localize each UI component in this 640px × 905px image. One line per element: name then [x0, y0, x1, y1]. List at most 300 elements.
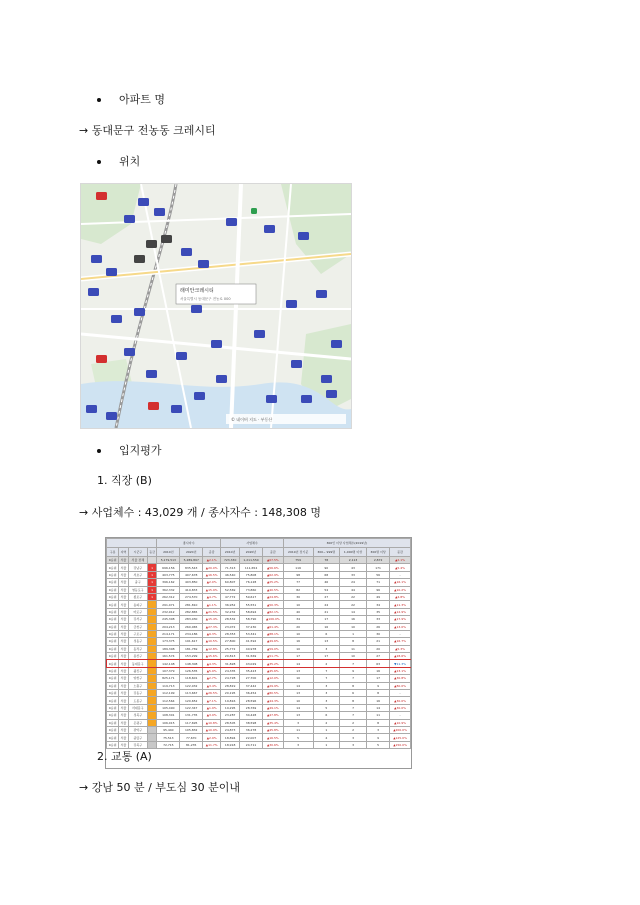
table-cell: 0순위: [107, 653, 119, 660]
table-cell: [147, 741, 157, 748]
apartment-marker-icon: [176, 352, 187, 360]
bullet-evaluation: [97, 444, 162, 458]
table-cell: 108,301: [157, 712, 180, 719]
table-cell: 282,865: [180, 608, 203, 615]
table-cell: 16: [367, 697, 390, 704]
table-column-header: 지역: [119, 548, 129, 557]
table-cell: 8: [367, 690, 390, 697]
table-row: [107, 608, 411, 615]
table-cell: ▲12.9%: [390, 608, 411, 615]
table-cell: ▲2.0%: [203, 579, 221, 586]
table-cell: 2: [340, 719, 367, 726]
bullet-location: [97, 155, 140, 169]
table-cell: 2: [313, 660, 339, 667]
table-row: [107, 690, 411, 697]
table-cell: 0순위: [107, 564, 119, 571]
table-cell: 75,808: [240, 571, 263, 578]
table-cell: ▲61.4%: [262, 623, 283, 630]
table-cell: 1: [147, 571, 157, 578]
table-cell: ▲16.1%: [390, 579, 411, 586]
table-cell: 17: [367, 675, 390, 682]
table-cell: 10: [283, 630, 313, 637]
table-cell: 용산구: [128, 653, 147, 660]
table-cell: ▲106.0%: [262, 616, 283, 623]
table-cell: [147, 704, 157, 711]
table-cell: [147, 660, 157, 667]
table-cell: 서울: [120, 698, 127, 703]
table-cell: 강서구: [128, 616, 147, 623]
table-cell: 11: [367, 712, 390, 719]
table-cell: 24: [340, 579, 367, 586]
table-cell: 10: [283, 675, 313, 682]
table-cell: 260,065: [180, 623, 203, 630]
table-cell: ▲35.2%: [262, 660, 283, 667]
table-cell: [147, 675, 157, 682]
table-cell: 광진구: [128, 667, 147, 674]
table-cell: 서초구: [128, 571, 147, 578]
table-cell: 16: [283, 638, 313, 645]
table-cell: 1: [147, 593, 157, 600]
table-cell: ▲4.8%: [390, 593, 411, 600]
table-cell: 7: [313, 667, 339, 674]
table-cell: 33: [340, 571, 367, 578]
table-cell: 161,574: [157, 653, 180, 660]
apartment-marker-icon: [321, 375, 332, 383]
table-row: [107, 660, 411, 667]
table-cell: -: [390, 712, 411, 719]
table-cell: 78: [313, 557, 339, 564]
table-cell: 0순위: [107, 734, 119, 741]
table-cell: 90: [313, 564, 339, 571]
table-cell: 759: [283, 557, 313, 564]
table-cell: 24,728: [221, 675, 240, 682]
table-cell: 60,807: [221, 579, 240, 586]
table-cell: 54: [313, 586, 339, 593]
table-cell: 5,179,513: [157, 557, 180, 564]
table-cell: 191,617: [180, 638, 203, 645]
table-cell: 10: [283, 645, 313, 652]
table-cell: 10: [283, 697, 313, 704]
table-cell: 126,535: [180, 667, 203, 674]
table-cell: 서울: [120, 728, 127, 733]
table-cell: [147, 697, 157, 704]
table-header-row: [107, 548, 411, 557]
table-cell: ▲27.3%: [203, 623, 221, 630]
table-cell: 403,775: [157, 571, 180, 578]
table-cell: ▲80.5%: [262, 690, 283, 697]
table-cell: 0순위: [107, 704, 119, 711]
table-cell: ▲25.2%: [262, 579, 283, 586]
apartment-marker-icon: [211, 340, 222, 348]
table-column-header: 구분: [107, 548, 119, 557]
table-cell: ▲12.8%: [203, 645, 221, 652]
table-cell: 은평구: [128, 719, 147, 726]
apartment-marker-icon: [134, 308, 145, 316]
table-row: [107, 675, 411, 682]
table-cell: 5: [283, 734, 313, 741]
table-cell: 0순위: [107, 726, 119, 733]
table-cell: 31,569: [240, 653, 263, 660]
table-cell: 서울: [120, 572, 127, 577]
workplace-stats-table: [105, 537, 412, 769]
table-cell: 1: [313, 741, 339, 748]
table-cell: 32,232: [221, 608, 240, 615]
table-cell: 서울: [120, 565, 127, 570]
table-cell: 도봉구: [128, 697, 147, 704]
table-cell: 11: [340, 645, 367, 652]
apartment-marker-icon: [316, 290, 327, 298]
table-column-header: 증감: [203, 548, 221, 557]
apartment-marker-icon: [86, 405, 97, 413]
table-cell: 송파구: [128, 601, 147, 608]
table-cell: ▲29.9%: [262, 682, 283, 689]
table-group-header: 종사자수: [157, 539, 221, 548]
table-cell: 서울: [120, 661, 127, 666]
table-cell: 24,335: [221, 667, 240, 674]
table-cell: 20,195: [221, 690, 240, 697]
table-cell: 81,235: [180, 741, 203, 748]
table-cell: 13: [283, 690, 313, 697]
table-cell: ▲200.0%: [390, 726, 411, 733]
table-cell: 59,617: [240, 593, 263, 600]
table-row: [107, 638, 411, 645]
table-cell: ▲1.9%: [203, 704, 221, 711]
table-cell: 22: [340, 593, 367, 600]
table-cell: 77,670: [180, 734, 203, 741]
table-cell: [147, 623, 157, 630]
table-cell: 0순위: [107, 645, 119, 652]
table-cell: 5,289,897: [180, 557, 203, 564]
item-1-label: 1. 직장 (B): [97, 474, 152, 487]
table-cell: 0순위: [107, 638, 119, 645]
table-cell: ▲51.7%: [262, 653, 283, 660]
table-cell: 8: [340, 697, 367, 704]
table-cell: 274,570: [180, 593, 203, 600]
table-cell: 95,440: [157, 726, 180, 733]
table-cell: 58,790: [240, 616, 263, 623]
apartment-marker-icon: [181, 248, 192, 256]
apartment-value: → 동대문구 전농동 크레시티: [79, 124, 216, 137]
table-cell: 서울: [120, 632, 127, 637]
table-cell: 37,230: [240, 623, 263, 630]
subway-marker-icon: [161, 235, 172, 243]
table-cell: 53,341: [240, 630, 263, 637]
table-cell: 3: [340, 741, 367, 748]
table-cell: 서울: [120, 624, 127, 629]
table-cell: 214,171: [157, 630, 180, 637]
table-cell: 36,278: [240, 726, 263, 733]
table-cell: -: [390, 690, 411, 697]
table-row: [107, 741, 411, 748]
table-cell: ▲15.4%: [203, 616, 221, 623]
table-cell: 서울: [120, 676, 127, 681]
table-row: [107, 593, 411, 600]
table-cell: 7: [313, 675, 339, 682]
table-cell: ▲10.9%: [390, 719, 411, 726]
table-row: [107, 697, 411, 704]
table-cell: 120,652: [180, 697, 203, 704]
table-cell: 40,978: [240, 645, 263, 652]
table-cell: ▲10.8%: [203, 719, 221, 726]
table-cell: 0순위: [107, 675, 119, 682]
table-cell: 112,564: [157, 697, 180, 704]
table-cell: 서대문구: [128, 704, 147, 711]
map-canvas: [81, 184, 351, 428]
table-cell: 2,872: [367, 557, 390, 564]
table-cell: 7: [340, 704, 367, 711]
table-cell: 9: [367, 682, 390, 689]
table-cell: 서울: [120, 669, 127, 674]
table-cell: 14: [367, 704, 390, 711]
table-cell: 17: [283, 653, 313, 660]
table-cell: ▲47.8%: [262, 712, 283, 719]
table-cell: 28,505: [221, 719, 240, 726]
table-cell: 38,598: [240, 719, 263, 726]
table-cell: [147, 630, 157, 637]
table-cell: ▲16.5%: [203, 571, 221, 578]
table-cell: 396,162: [157, 579, 180, 586]
table-cell: 46: [313, 579, 339, 586]
table-cell: ▲13.0%: [390, 623, 411, 630]
table-row: [107, 616, 411, 623]
apartment-marker-icon: [266, 395, 277, 403]
table-cell: 동작구: [128, 645, 147, 652]
table-cell: ▲11.3%: [390, 601, 411, 608]
table-cell: ▲3.4%: [203, 682, 221, 689]
table-cell: 105,490: [157, 704, 180, 711]
table-cell: 34: [283, 616, 313, 623]
table-cell: 55,551: [240, 601, 263, 608]
table-row: [107, 623, 411, 630]
table-cell: 63: [367, 660, 390, 667]
table-cell: ▲20.0%: [203, 564, 221, 571]
table-cell: 25,772: [221, 645, 240, 652]
table-cell: 8: [340, 682, 367, 689]
table-cell: 14: [283, 682, 313, 689]
table-cell: 30: [283, 593, 313, 600]
table-cell: ▲24.8%: [262, 593, 283, 600]
table-cell: 0순위: [107, 593, 119, 600]
table-cell: 362,332: [157, 586, 180, 593]
table-cell: 3: [313, 682, 339, 689]
table-column-header: 2019년 전기준: [283, 548, 313, 557]
table-cell: 30: [367, 630, 390, 637]
table-cell: 23,287: [221, 712, 240, 719]
table-column-header: 2020년: [240, 548, 263, 557]
table-cell: 20,813: [221, 653, 240, 660]
table-cell: ▲15.9%: [203, 586, 221, 593]
table-cell: 28,596: [240, 697, 263, 704]
table-cell: 204,213: [157, 623, 180, 630]
table-cell: 122,032: [180, 682, 203, 689]
table-cell: 서울: [120, 602, 127, 607]
table-cell: 43,029: [240, 660, 263, 667]
apartment-marker-icon: [91, 255, 102, 263]
table-row: [107, 601, 411, 608]
table-cell: 22: [340, 601, 367, 608]
table-cell: 동대문구: [128, 660, 147, 667]
table-cell: 36,952: [221, 601, 240, 608]
table-cell: 13: [283, 667, 313, 674]
table-cell: ▲2.1%: [203, 557, 221, 564]
table-cell: ▲45.8%: [262, 726, 283, 733]
table-cell: ▲9.3%: [203, 630, 221, 637]
table-row: [107, 712, 411, 719]
table-cell: ▲10.2%: [390, 586, 411, 593]
table-cell: ▲3.9%: [203, 712, 221, 719]
table-cell: 71,313: [221, 564, 240, 571]
table-cell: ▲49.6%: [262, 638, 283, 645]
table-cell: 283,030: [180, 616, 203, 623]
table-cell: 153,299: [180, 653, 203, 660]
table-cell: 116: [283, 564, 313, 571]
table-row: [107, 586, 411, 593]
table-cell: 14: [283, 660, 313, 667]
table-cell: 18,918: [221, 741, 240, 748]
table-cell: ▲1.1%: [203, 601, 221, 608]
table-column-header: 2010년: [157, 548, 180, 557]
table-cell: 181,769: [180, 645, 203, 652]
table-cell: 27,800: [221, 638, 240, 645]
table-row: [107, 653, 411, 660]
table-cell: 0순위: [107, 682, 119, 689]
table-cell: 82: [283, 586, 313, 593]
location-map: [80, 183, 352, 429]
table-cell: 13: [283, 712, 313, 719]
table-cell: 20: [283, 623, 313, 630]
table-cell: 노원구: [128, 682, 147, 689]
table-cell: 171: [367, 564, 390, 571]
table-cell: 2: [313, 719, 339, 726]
apartment-marker-icon: [124, 215, 135, 223]
table-cell: 0순위: [107, 660, 119, 667]
table-cell: 서울: [120, 742, 127, 747]
table-row: [107, 734, 411, 741]
apartment-marker-icon: [291, 360, 302, 368]
table-cell: 142,148: [157, 660, 180, 667]
table-cell: 148,308: [180, 660, 203, 667]
table-cell: 1: [147, 579, 157, 586]
table-cell: 1,211,550: [240, 557, 263, 564]
table-cell: 6: [313, 630, 339, 637]
table-cell: 112,199: [157, 690, 180, 697]
table-column-header: 300명 이상: [367, 548, 390, 557]
table-cell: 강동구: [128, 690, 147, 697]
table-cell: 0순위: [107, 557, 119, 564]
table-cell: 76,128: [240, 579, 263, 586]
apartment-marker-icon: [111, 315, 122, 323]
table-cell: 232,912: [157, 608, 180, 615]
table-cell: 강북구: [128, 741, 147, 748]
table-cell: 5: [313, 704, 339, 711]
table-cell: 0순위: [107, 630, 119, 637]
apartment-marker-icon: [216, 375, 227, 383]
table-cell: 21: [367, 638, 390, 645]
table-cell: 34: [367, 601, 390, 608]
apartment-heading: 아파트 명: [119, 93, 166, 106]
table-cell: 71: [367, 579, 390, 586]
table-cell: 131,735: [180, 712, 203, 719]
table-column-header: 300~ 999명: [313, 548, 339, 557]
table-cell: 0순위: [107, 579, 119, 586]
table-cell: 19,295: [221, 704, 240, 711]
table-column-header: 1,000명 이상: [340, 548, 367, 557]
table-cell: [147, 608, 157, 615]
table-cell: 종로구: [128, 593, 147, 600]
table-cell: 24,711: [240, 741, 263, 748]
table-cell: [147, 667, 157, 674]
table-cell: ▲12.0%: [262, 675, 283, 682]
table-row: [107, 564, 411, 571]
table-cell: ▲23.1%: [390, 667, 411, 674]
table-column-header: 등급: [147, 548, 157, 557]
table-cell: 0순위: [107, 690, 119, 697]
table-cell: 마포구: [128, 608, 147, 615]
table-cell: 1: [147, 564, 157, 571]
table-column-header: 2020년: [180, 548, 203, 557]
table-cell: 10: [283, 601, 313, 608]
apartment-marker-icon: [301, 395, 312, 403]
map-place-address: 서울특별시 동대문구 전농로 000: [180, 297, 231, 301]
table-cell: 성동구: [128, 638, 147, 645]
table-cell: 0순위: [107, 616, 119, 623]
table-cell: 서울: [120, 609, 127, 614]
table-cell: [147, 719, 157, 726]
table-cell: 0순위: [107, 697, 119, 704]
table-cell: 47,772: [221, 593, 240, 600]
table-cell: ▼11.3%: [390, 660, 411, 667]
table-row: [107, 704, 411, 711]
table-cell: 서울 전체: [128, 557, 147, 564]
table-cell: 245,308: [157, 616, 180, 623]
table-cell: 1: [147, 586, 157, 593]
table-cell: 0순위: [107, 608, 119, 615]
table-cell: 407,678: [180, 571, 203, 578]
table-cell: 서울: [120, 713, 127, 718]
table-cell: [147, 645, 157, 652]
table-cell: ▲82.1%: [262, 608, 283, 615]
table-cell: 75,513: [157, 734, 180, 741]
apartment-marker-icon: [96, 192, 107, 200]
table-cell: 173,375: [157, 638, 180, 645]
table-row: [107, 645, 411, 652]
table-cell: 3: [367, 726, 390, 733]
apartment-marker-icon: [148, 402, 159, 410]
location-heading: 위치: [119, 155, 141, 168]
table-cell: 122,347: [180, 704, 203, 711]
apartment-marker-icon: [286, 300, 297, 308]
apartment-marker-icon: [226, 218, 237, 226]
table-cell: 서울: [120, 646, 127, 651]
table-cell: 0순위: [107, 667, 119, 674]
table-cell: 72,715: [157, 741, 180, 748]
table-cell: -: [390, 630, 411, 637]
apartment-marker-icon: [96, 355, 107, 363]
table-cell: 58,694: [240, 608, 263, 615]
table-column-header: 시군구: [128, 548, 147, 557]
table-cell: [147, 690, 157, 697]
table-cell: 23,072: [221, 623, 240, 630]
table-cell: 281,810: [180, 601, 203, 608]
table-cell: 16: [367, 667, 390, 674]
table-row: [107, 571, 411, 578]
table-cell: 825,171: [157, 675, 180, 682]
table-cell: ▲16.7%: [390, 638, 411, 645]
table-cell: 27: [313, 593, 339, 600]
table-cell: 서울: [120, 654, 127, 659]
bullet-icon: [97, 160, 101, 164]
table-cell: 10: [340, 653, 367, 660]
